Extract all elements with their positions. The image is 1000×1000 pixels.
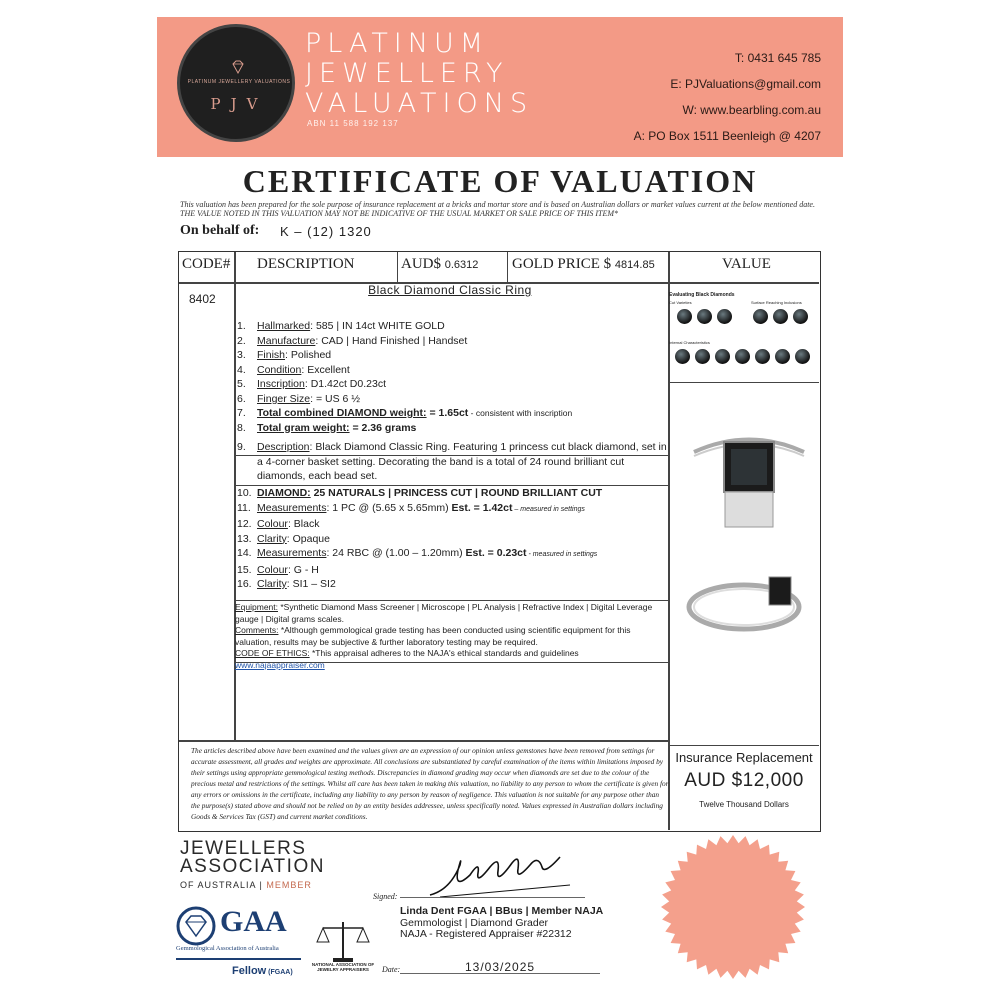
item-title: Black Diamond Classic Ring bbox=[368, 283, 532, 297]
gem-sample bbox=[717, 309, 732, 324]
gaa-diamond-icon bbox=[176, 906, 216, 946]
spec-label: Finish bbox=[257, 349, 286, 361]
spec-line bbox=[237, 406, 572, 421]
logo-initials: PJV bbox=[210, 95, 268, 113]
stone-value: : G - H bbox=[287, 563, 319, 576]
line-number: 4. bbox=[237, 363, 246, 376]
line-number: 1. bbox=[237, 320, 246, 332]
desc-text: : Black Diamond Classic Ring. Featuring 1 princess cut black diamond, set in bbox=[309, 441, 667, 453]
disclaimer-line: This valuation has been prepared for the sole purpose of insurance replacement at a bricks and mortar store and is based on Australian dollars or market values current at the below mentioned date. bbox=[180, 200, 815, 209]
brand-line: PLATINUM bbox=[305, 28, 490, 59]
naja-text: NATIONAL ASSOCIATION OF JEWELRY APPRAISERS bbox=[311, 962, 375, 972]
line-number: 6. bbox=[237, 392, 246, 405]
header-code: CODE# bbox=[182, 256, 231, 272]
stone-label: Colour bbox=[257, 563, 288, 576]
disclaimer-line: THE VALUE NOTED IN THIS VALUATION MAY NOT BE INDICATIVE OF THE USUAL MARKET OR SALE PRICE OF THIS ITEM* bbox=[180, 209, 619, 218]
gaa-logo-text: GAA bbox=[220, 905, 287, 938]
note-label: Equipment: bbox=[235, 602, 278, 612]
header-value: VALUE bbox=[722, 256, 771, 272]
gem-sample bbox=[753, 309, 768, 324]
spec-line bbox=[237, 392, 572, 407]
line-number: 13. bbox=[237, 532, 252, 545]
stone-note: - measured in settings bbox=[526, 551, 598, 558]
line-number: 16. bbox=[237, 578, 252, 590]
stone-estimate: Est. = 0.23ct bbox=[465, 547, 527, 559]
logo-ring-text: PLATINUM JEWELLERY VALUATIONS bbox=[187, 79, 291, 85]
gem-sample bbox=[773, 309, 788, 324]
stone-label: Colour bbox=[257, 518, 288, 530]
terms-text: The articles described above have been examined and the values given are an expression of our opinion unless gemstones have been removed from settings for accurate assessment, all grades and weights are approximate. All conclusions are substantiated by careful examination of the items within limitations imposed by their settings using appropriate gemmological testing methods. Discrepancies in diamond grading may occur when diamonds are set due to the colour of the precious metal and restrictions of the settings. Whilst all care has been taken in making this valuation, no liability to any person to whom the certificate is given for any errors or omissions in the certificate, including any liability to any person by reason of negligence. This valuation is not suitable for any purpose other than the purpose(s) stated above and should not be relied on by an entity besides addressee, unless specifically noted. Values expressed in Australian dollars including Goods & Services Tax (GST) and current market conditions. bbox=[191, 746, 669, 821]
diamond-details bbox=[237, 486, 602, 592]
brand-line: JEWELLERY bbox=[305, 58, 509, 89]
spec-value: : Polished bbox=[285, 349, 332, 361]
spec-value: : = US 6 ½ bbox=[310, 392, 361, 405]
header-aud bbox=[401, 256, 478, 273]
line-number: 15. bbox=[237, 563, 252, 576]
ethics-note bbox=[235, 648, 665, 671]
on-behalf-label: On behalf of: bbox=[180, 223, 260, 238]
note-text: *This appraisal adheres to the NAJA's ethical standards and guidelines bbox=[309, 648, 579, 658]
valuation-table bbox=[178, 251, 821, 832]
gold-value: 4814.85 bbox=[614, 259, 655, 271]
gem-sample bbox=[793, 309, 808, 324]
aud-value: 0.6312 bbox=[444, 259, 479, 271]
appraiser-details bbox=[400, 906, 603, 941]
spec-label: Inscription bbox=[257, 378, 305, 390]
insurance-value: AUD $12,000 bbox=[684, 770, 804, 791]
stone-value: : 24 RBC @ (1.00 – 1.20mm) bbox=[326, 547, 466, 559]
diamond-text: 25 NATURALS | PRINCESS CUT | ROUND BRILLIANT CUT bbox=[310, 487, 603, 499]
spec-label: Hallmarked bbox=[257, 320, 311, 332]
line-number: 12. bbox=[237, 518, 252, 530]
stone-label: Clarity bbox=[257, 578, 287, 590]
chart-title: Evaluating Black Diamonds bbox=[669, 292, 735, 298]
line-number: 5. bbox=[237, 378, 246, 390]
diamond-label: DIAMOND: bbox=[257, 487, 311, 499]
signed-label: Signed: bbox=[373, 892, 398, 901]
signature bbox=[420, 845, 580, 905]
jaa-member-logo bbox=[180, 840, 325, 894]
spec-line bbox=[237, 421, 572, 436]
gem-sample bbox=[775, 349, 790, 364]
brand-line: VALUATIONS bbox=[305, 88, 534, 119]
stone-line bbox=[237, 501, 602, 518]
chart-subheading: Surface Reaching Inclusions bbox=[751, 300, 802, 305]
spec-line bbox=[237, 348, 572, 363]
spec-value: : D1.42ct D0.23ct bbox=[304, 378, 386, 390]
desc-line bbox=[237, 440, 667, 455]
insurance-words: Twelve Thousand Dollars bbox=[699, 800, 789, 809]
seal-stamp bbox=[658, 832, 808, 982]
stone-value: : 1 PC @ (5.65 x 5.65mm) bbox=[326, 501, 452, 514]
notes-block bbox=[235, 602, 665, 671]
spec-label: Manufacture bbox=[257, 334, 316, 347]
line-number: 2. bbox=[237, 334, 246, 347]
header-description: DESCRIPTION bbox=[257, 256, 355, 272]
stone-line bbox=[237, 563, 602, 578]
stone-note: – measured in settings bbox=[512, 505, 585, 513]
line-number: 10. bbox=[237, 487, 252, 499]
gem-sample bbox=[795, 349, 810, 364]
fellow-abbrev: (FGAA) bbox=[266, 969, 293, 976]
stone-value: : Black bbox=[287, 518, 320, 530]
disclaimer bbox=[180, 200, 840, 218]
spec-label: Total gram weight: bbox=[257, 421, 350, 434]
stone-label: Measurements bbox=[257, 501, 327, 514]
stone-line bbox=[237, 546, 602, 563]
abn-number: ABN 11 588 192 137 bbox=[307, 119, 399, 128]
header-gold-price bbox=[512, 256, 655, 273]
note-label: Comments: bbox=[235, 625, 279, 635]
table-rule bbox=[669, 382, 819, 383]
line-number: 8. bbox=[237, 421, 246, 434]
stone-label: Measurements bbox=[257, 547, 327, 559]
stone-line bbox=[237, 517, 602, 532]
gem-sample bbox=[755, 349, 770, 364]
desc-text: a 4-corner basket setting. Decorating the band is a total of 24 round brilliant cut bbox=[257, 455, 625, 468]
line-number: 14. bbox=[237, 547, 252, 559]
naja-link[interactable]: www.najaappraiser.com bbox=[235, 659, 325, 670]
fellow-label: Fellow bbox=[232, 965, 267, 977]
gem-sample bbox=[735, 349, 750, 364]
spec-line bbox=[237, 377, 572, 392]
table-rule bbox=[179, 740, 669, 742]
spec-line bbox=[237, 363, 572, 378]
spec-value: : 585 | IN 14ct WHITE GOLD bbox=[310, 320, 445, 332]
spec-line bbox=[237, 334, 572, 349]
gem-sample bbox=[695, 349, 710, 364]
naja-scales-icon bbox=[311, 918, 375, 968]
table-rule bbox=[669, 745, 819, 746]
ring-photo-side bbox=[684, 562, 814, 642]
note-text: *Although gemmological grade testing has been conducted using scientific equipment for this valuation, results may be subjective & further laboratory testing may be required. bbox=[235, 625, 631, 647]
stone-estimate: Est. = 1.42ct bbox=[451, 501, 513, 514]
item-description bbox=[237, 440, 667, 484]
desc-label: Description bbox=[257, 441, 310, 453]
table-rule bbox=[507, 252, 508, 282]
website: W: www.bearbling.com.au bbox=[682, 103, 821, 117]
gem-sample bbox=[697, 309, 712, 324]
gaa-divider bbox=[176, 958, 301, 960]
email: E: PJValuations@gmail.com bbox=[670, 77, 821, 91]
line-number: 9. bbox=[237, 441, 246, 453]
jaa-member: MEMBER bbox=[266, 880, 312, 890]
table-rule bbox=[397, 252, 398, 282]
chart-subheading: Internal Characteristics bbox=[669, 340, 710, 345]
spec-label: Finger Size bbox=[257, 392, 311, 405]
on-behalf-value: K – (12) 1320 bbox=[280, 224, 372, 239]
spec-value: : CAD | Hand Finished | Handset bbox=[315, 334, 468, 347]
spec-value: = 2.36 grams bbox=[349, 421, 417, 434]
appraiser-registration: NAJA - Registered Appraiser #22312 bbox=[400, 928, 572, 940]
gem-sample bbox=[675, 349, 690, 364]
appraiser-role: Gemmologist | Diamond Grader bbox=[400, 916, 549, 929]
appraiser-name: Linda Dent FGAA | BBus | Member NAJA bbox=[400, 905, 604, 917]
aud-label: AUD$ bbox=[401, 256, 441, 272]
signature-line bbox=[400, 897, 585, 898]
spec-note: - consistent with inscription bbox=[468, 408, 573, 418]
diamond-icon bbox=[230, 59, 246, 75]
comments-note bbox=[235, 625, 665, 648]
chart-subheading: Cut Varieties bbox=[669, 300, 692, 305]
gold-label: GOLD PRICE $ bbox=[512, 256, 612, 272]
phone: T: 0431 645 785 bbox=[734, 51, 821, 65]
line-number: 7. bbox=[237, 407, 246, 419]
stone-label: Clarity bbox=[257, 532, 287, 545]
line-number: 3. bbox=[237, 349, 246, 361]
gem-sample bbox=[715, 349, 730, 364]
gaa-subtitle: Gemmological Association of Australia bbox=[176, 945, 279, 952]
stone-line bbox=[237, 577, 602, 592]
black-diamond-chart bbox=[669, 292, 815, 382]
address: A: PO Box 1511 Beenleigh @ 4207 bbox=[633, 129, 821, 143]
item-code: 8402 bbox=[189, 292, 216, 306]
equipment-note bbox=[235, 602, 665, 625]
letterhead-banner bbox=[157, 17, 843, 157]
date-value: 13/03/2025 bbox=[465, 960, 536, 974]
spec-value: = 1.65ct bbox=[426, 407, 469, 419]
jaa-line: ASSOCIATION bbox=[180, 856, 325, 877]
brand-name bbox=[305, 29, 533, 119]
diamond-summary bbox=[237, 486, 602, 501]
item-specs bbox=[237, 319, 572, 435]
spec-label: Condition bbox=[257, 363, 302, 376]
stone-value: : Opaque bbox=[286, 532, 330, 545]
spec-label: Total combined DIAMOND weight: bbox=[257, 407, 427, 419]
stone-value: : SI1 – SI2 bbox=[286, 578, 336, 590]
jaa-line: JEWELLERS bbox=[180, 838, 307, 859]
note-text: *Synthetic Diamond Mass Screener | Microscope | PL Analysis | Refractive Index | Digital Leverage gauge | Digital grams scales. bbox=[235, 602, 653, 624]
pjv-logo bbox=[177, 24, 295, 142]
certificate-title: CERTIFICATE OF VALUATION bbox=[242, 163, 758, 199]
spec-value: : Excellent bbox=[301, 363, 350, 376]
gaa-fellow bbox=[232, 965, 293, 977]
ring-photo-front bbox=[689, 422, 809, 532]
date-label: Date: bbox=[382, 965, 401, 974]
table-rule bbox=[235, 600, 669, 601]
gem-sample bbox=[677, 309, 692, 324]
line-number: 11. bbox=[237, 501, 251, 514]
note-label: CODE OF ETHICS: bbox=[235, 648, 310, 658]
contact-block bbox=[634, 45, 821, 149]
spec-line bbox=[237, 319, 572, 334]
desc-text: diamonds, each bead set. bbox=[257, 470, 378, 482]
stone-line bbox=[237, 532, 602, 547]
jaa-line: OF AUSTRALIA | bbox=[180, 880, 267, 890]
insurance-label: Insurance Replacement bbox=[675, 750, 813, 765]
